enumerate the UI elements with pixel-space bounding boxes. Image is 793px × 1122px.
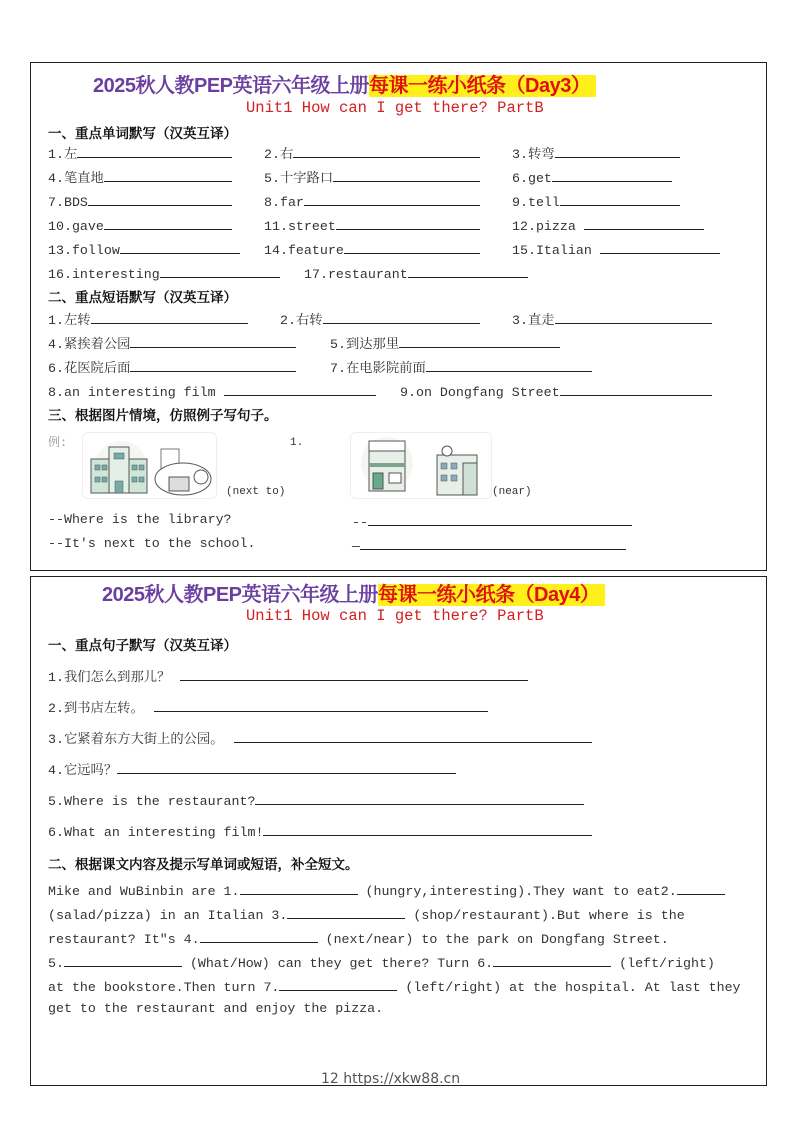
item-label: 6.花医院后面 bbox=[48, 361, 131, 376]
item-label: 12.pizza bbox=[512, 219, 576, 234]
answer-blank[interactable] bbox=[304, 192, 480, 206]
dash-prefix: — bbox=[352, 539, 360, 554]
sentence-item bbox=[48, 791, 584, 810]
example-answer: --It's next to the school. bbox=[48, 536, 256, 551]
paragraph-text: (What/How) can they get there? Turn 6. bbox=[181, 956, 494, 971]
phrase-item bbox=[330, 334, 560, 353]
word-item bbox=[264, 240, 480, 259]
answer-blank[interactable] bbox=[200, 929, 318, 943]
answer-blank[interactable] bbox=[104, 216, 232, 230]
word-item bbox=[512, 192, 680, 211]
item-label: 7.BDS bbox=[48, 195, 88, 210]
item-label: 6.What an interesting film! bbox=[48, 825, 264, 840]
question1-line1 bbox=[352, 512, 632, 531]
phrase-item bbox=[330, 358, 592, 377]
item-label: 3.它紧着东方大街上的公园。 bbox=[48, 732, 224, 747]
answer-blank[interactable] bbox=[224, 382, 376, 396]
paragraph-text: (hungry,interesting).They want to eat2. bbox=[357, 884, 677, 899]
word-item bbox=[512, 216, 704, 235]
phrase-item bbox=[400, 382, 712, 401]
paragraph-text: (next/near) to the park on Dongfang Street. bbox=[317, 932, 669, 947]
answer-blank[interactable] bbox=[234, 729, 592, 743]
item-label: 6.get bbox=[512, 171, 552, 186]
answer-blank[interactable] bbox=[555, 144, 680, 158]
answer-blank[interactable] bbox=[368, 512, 632, 526]
item-label: 3.直走 bbox=[512, 313, 555, 328]
example-picture-library-school bbox=[82, 432, 217, 499]
phrase-item bbox=[48, 310, 248, 329]
item-label: 1.左转 bbox=[48, 313, 91, 328]
item-label: 9.tell bbox=[512, 195, 560, 210]
answer-blank[interactable] bbox=[88, 192, 232, 206]
item-label: 13.follow bbox=[48, 243, 120, 258]
item-label: 8.far bbox=[264, 195, 304, 210]
day3-title bbox=[93, 69, 596, 98]
item-label: 5.Where is the restaurant? bbox=[48, 794, 256, 809]
phrase-item bbox=[512, 310, 712, 329]
phrase-item bbox=[280, 310, 480, 329]
word-item bbox=[264, 168, 480, 187]
answer-blank[interactable] bbox=[130, 358, 296, 372]
item-label: 14.feature bbox=[264, 243, 344, 258]
item-label: 4.它远吗？ bbox=[48, 763, 118, 778]
item-label: 11.street bbox=[264, 219, 336, 234]
example-question: --Where is the library? bbox=[48, 512, 232, 527]
paragraph-line bbox=[48, 953, 715, 972]
paragraph-line bbox=[48, 905, 685, 924]
sentence-item bbox=[48, 667, 528, 686]
day3-section3-heading: 三、根据图片情境，仿照例子写句子。 bbox=[48, 408, 278, 424]
phrase-item bbox=[48, 334, 296, 353]
paragraph-text: 5. bbox=[48, 956, 64, 971]
question1-hint: (near) bbox=[492, 486, 532, 498]
answer-blank[interactable] bbox=[180, 667, 528, 681]
sentence-item bbox=[48, 698, 488, 717]
dash-prefix: -- bbox=[352, 515, 368, 530]
answer-blank[interactable] bbox=[399, 334, 560, 348]
day3-subtitle: Unit1 How can I get there? PartB bbox=[246, 99, 544, 117]
answer-blank[interactable] bbox=[263, 822, 592, 836]
item-label: 10.gave bbox=[48, 219, 104, 234]
question1-picture-bookstore-hospital bbox=[350, 432, 492, 499]
answer-blank[interactable] bbox=[552, 168, 672, 182]
paragraph-line bbox=[48, 881, 725, 900]
answer-blank[interactable] bbox=[64, 953, 182, 967]
answer-blank[interactable] bbox=[555, 310, 712, 324]
word-item bbox=[48, 192, 232, 211]
word-item bbox=[264, 192, 480, 211]
example-hint: (next to) bbox=[226, 486, 286, 498]
answer-blank[interactable] bbox=[130, 334, 296, 348]
answer-blank[interactable] bbox=[323, 310, 480, 324]
paragraph-text: Mike and WuBinbin are 1. bbox=[48, 884, 240, 899]
item-label: 17.restaurant bbox=[304, 267, 408, 282]
answer-blank[interactable] bbox=[154, 698, 488, 712]
answer-blank[interactable] bbox=[120, 240, 240, 254]
question1-label: 1. bbox=[290, 437, 304, 449]
building-illustration-icon bbox=[351, 433, 491, 498]
answer-blank[interactable] bbox=[104, 168, 232, 182]
word-item bbox=[48, 144, 232, 163]
answer-blank[interactable] bbox=[77, 144, 232, 158]
answer-blank[interactable] bbox=[677, 881, 725, 895]
item-label: 2.到书店左转。 bbox=[48, 701, 144, 716]
answer-blank[interactable] bbox=[560, 382, 712, 396]
paragraph-text: (shop/restaurant).But where is the bbox=[405, 908, 685, 923]
word-item bbox=[48, 168, 232, 187]
day3-section1-heading: 一、重点单词默写（汉英互译） bbox=[48, 126, 237, 142]
answer-blank[interactable] bbox=[344, 240, 480, 254]
building-illustration-icon bbox=[83, 433, 216, 498]
item-label: 15.Italian bbox=[512, 243, 592, 258]
day4-section1-heading: 一、重点句子默写（汉英互译） bbox=[48, 638, 237, 654]
answer-blank[interactable] bbox=[584, 216, 704, 230]
word-item bbox=[264, 144, 480, 163]
paragraph-line bbox=[48, 977, 741, 996]
item-label: 7.在电影院前面 bbox=[330, 361, 426, 376]
word-item bbox=[512, 168, 672, 187]
sentence-item bbox=[48, 729, 592, 748]
word-item bbox=[512, 144, 680, 163]
item-label: 2.右 bbox=[264, 147, 294, 162]
word-item bbox=[48, 240, 240, 259]
paragraph-text: (salad/pizza) in an Italian 3. bbox=[48, 908, 288, 923]
answer-blank[interactable] bbox=[408, 264, 528, 278]
item-label: 1.我们怎么到那儿？ bbox=[48, 670, 171, 685]
item-label: 4.笔直地 bbox=[48, 171, 104, 186]
word-item bbox=[48, 216, 232, 235]
item-label: 2.右转 bbox=[280, 313, 323, 328]
answer-blank[interactable] bbox=[279, 977, 397, 991]
sentence-item bbox=[48, 760, 456, 779]
answer-blank[interactable] bbox=[360, 536, 626, 550]
item-label: 4.紧挨着公园 bbox=[48, 337, 131, 352]
word-item bbox=[304, 264, 528, 283]
paragraph-text: (left/right) bbox=[611, 956, 715, 971]
example-label: 例: bbox=[48, 436, 68, 450]
day4-section2-heading: 二、根据课文内容及提示写单词或短语，补全短文。 bbox=[48, 857, 359, 873]
question1-line2 bbox=[352, 536, 626, 555]
day3-section2-heading: 二、重点短语默写（汉英互译） bbox=[48, 290, 237, 306]
paragraph-text: at the bookstore.Then turn 7. bbox=[48, 980, 280, 995]
day4-title bbox=[102, 578, 605, 607]
page-footer: 12 https://xkw88.cn bbox=[321, 1071, 461, 1087]
paragraph-text: get to the restaurant and enjoy the pizza. bbox=[48, 1001, 384, 1016]
phrase-item bbox=[48, 358, 296, 377]
paragraph-text: (left/right) at the hospital. At last they bbox=[397, 980, 741, 995]
answer-blank[interactable] bbox=[600, 240, 720, 254]
phrase-item bbox=[48, 382, 376, 401]
paragraph-line bbox=[48, 1001, 383, 1017]
answer-blank[interactable] bbox=[287, 905, 405, 919]
paragraph-text: restaurant? It"s 4. bbox=[48, 932, 200, 947]
item-label: 3.转弯 bbox=[512, 147, 555, 162]
paragraph-line bbox=[48, 929, 669, 948]
item-label: 16.interesting bbox=[48, 267, 160, 282]
answer-blank[interactable] bbox=[255, 791, 584, 805]
answer-blank[interactable] bbox=[493, 953, 611, 967]
item-label: 9.on Dongfang Street bbox=[400, 385, 560, 400]
item-label: 8.an interesting film bbox=[48, 385, 216, 400]
answer-blank[interactable] bbox=[293, 144, 480, 158]
word-item bbox=[264, 216, 480, 235]
answer-blank[interactable] bbox=[117, 760, 456, 774]
day3-title-highlight: 每课一练小纸条（Day3） bbox=[369, 75, 596, 97]
sentence-item bbox=[48, 822, 592, 841]
word-item bbox=[48, 264, 280, 283]
day4-subtitle: Unit1 How can I get there? PartB bbox=[246, 607, 544, 625]
answer-blank[interactable] bbox=[91, 310, 248, 324]
item-label: 1.左 bbox=[48, 147, 78, 162]
answer-blank[interactable] bbox=[336, 216, 480, 230]
item-label: 5.到达那里 bbox=[330, 337, 400, 352]
day3-title-main: 2025秋人教PEP英语六年级上册 bbox=[93, 75, 370, 97]
day4-title-highlight: 每课一练小纸条（Day4） bbox=[378, 584, 605, 606]
answer-blank[interactable] bbox=[560, 192, 680, 206]
answer-blank[interactable] bbox=[333, 168, 480, 182]
answer-blank[interactable] bbox=[160, 264, 280, 278]
word-item bbox=[512, 240, 720, 259]
answer-blank[interactable] bbox=[240, 881, 358, 895]
item-label: 5.十字路口 bbox=[264, 171, 334, 186]
day4-title-main: 2025秋人教PEP英语六年级上册 bbox=[102, 584, 379, 606]
answer-blank[interactable] bbox=[426, 358, 592, 372]
